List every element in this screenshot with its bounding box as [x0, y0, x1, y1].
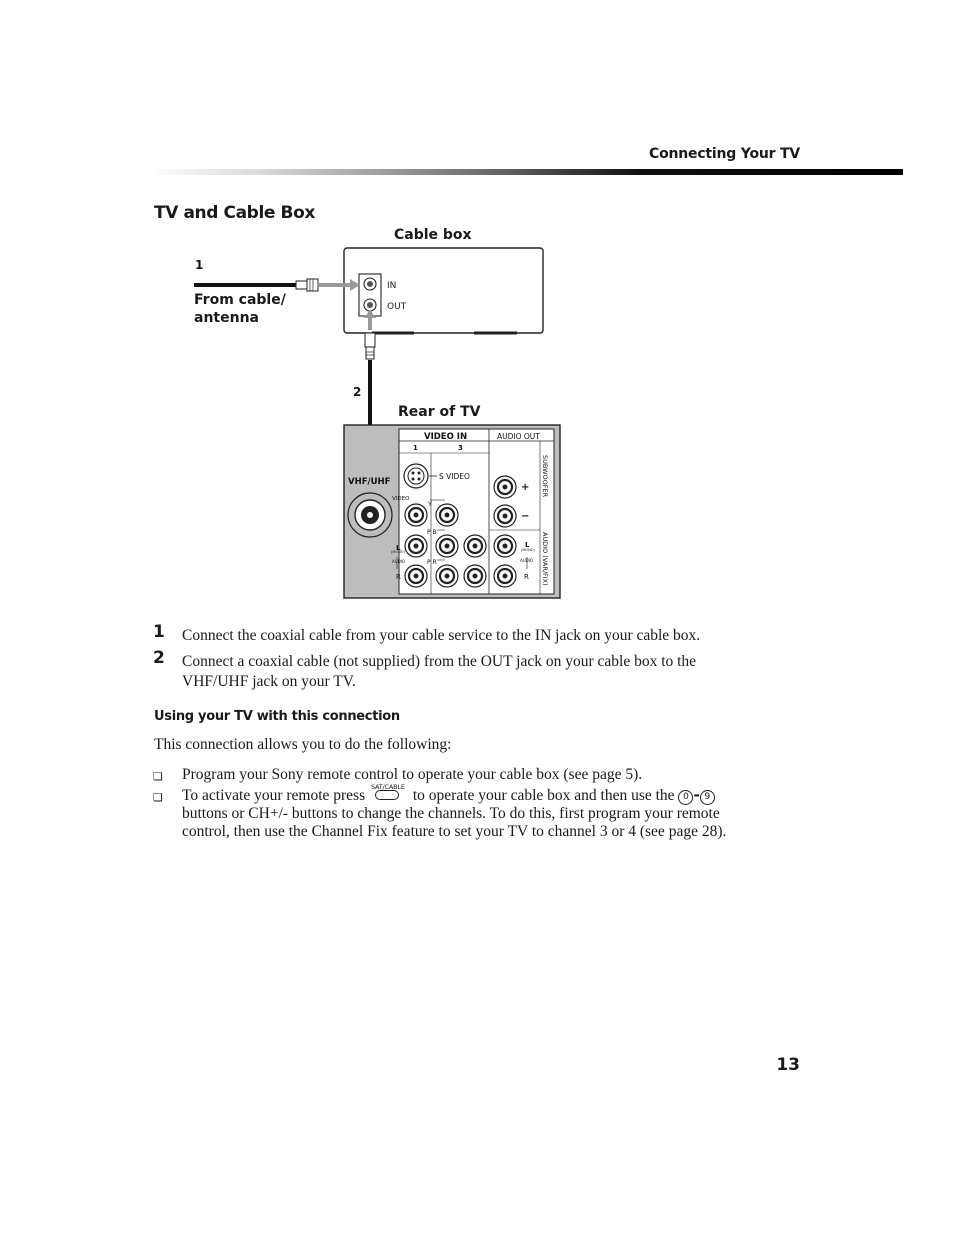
rca-jack — [464, 535, 486, 557]
video-in-label: VIDEO IN — [424, 432, 468, 442]
l-label: L — [396, 544, 401, 552]
in-jack-label: IN — [387, 281, 397, 291]
audio-out-label: AUDIO OUT — [497, 432, 540, 441]
rca-jack — [405, 504, 427, 526]
rca-jack — [405, 565, 427, 587]
video-label: VIDEO — [392, 496, 410, 502]
audio-var-fix-label: AUDIO (VAR/FIX) — [541, 532, 549, 586]
vhf-uhf-jack — [348, 493, 392, 537]
diagram-step2-marker: 2 — [353, 385, 362, 399]
r-label: R — [396, 573, 401, 581]
subheading: Using your TV with this connection — [154, 709, 400, 724]
oval-button-shape — [375, 790, 399, 800]
bullet-text-part: To activate your remote press — [182, 787, 366, 804]
out-jack-label: OUT — [387, 302, 407, 312]
rca-jack — [405, 535, 427, 557]
rca-jack — [436, 565, 458, 587]
rca-jack — [436, 504, 458, 526]
minus-label: − — [521, 511, 530, 522]
s-video-label: S VIDEO — [439, 472, 470, 481]
vhf-uhf-label: VHF/UHF — [348, 477, 391, 487]
step-number: 2 — [153, 648, 165, 668]
antenna-cable — [194, 279, 360, 291]
bullet-text: Program your Sony remote control to operate your cable box (see page 5). — [182, 766, 643, 783]
intro-text: This connection allows you to do the following: — [154, 736, 452, 753]
bullet-text-line: buttons or CH+/- buttons to change the channels. To do this, first program your remote — [182, 805, 720, 822]
rca-jack — [494, 476, 516, 498]
out-jack — [364, 299, 376, 311]
s-video-jack — [404, 464, 428, 488]
cable-box — [344, 248, 543, 333]
plus-label: + — [521, 482, 530, 493]
bullet-marker: ❏ — [153, 770, 163, 783]
step-text-line: Connect a coaxial cable (not supplied) from the OUT jack on your cable box to the — [182, 653, 697, 670]
step-text: Connect the coaxial cable from your cable service to the IN jack on your cable box. — [182, 627, 701, 644]
input-1-label: 1 — [413, 444, 418, 452]
section-title: TV and Cable Box — [154, 203, 315, 223]
key-0-icon: 0 — [678, 790, 693, 805]
bullet-text — [182, 783, 802, 840]
step-number: 1 — [153, 622, 165, 642]
source-label-line2: antenna — [194, 310, 259, 326]
page-number: 13 — [776, 1055, 800, 1075]
rca-jack — [464, 565, 486, 587]
bullet-marker: ❏ — [153, 791, 163, 804]
input-3-label: 3 — [458, 444, 463, 452]
pr-label: P R — [427, 559, 437, 566]
cable-box-label: Cable box — [394, 227, 472, 243]
r-label-out: R — [524, 573, 529, 581]
in-jack — [364, 278, 376, 290]
rca-jack — [494, 565, 516, 587]
source-label-line1: From cable/ — [194, 292, 286, 308]
step-text-line: VHF/UHF jack on your TV. — [182, 673, 356, 690]
sat-cable-button-icon — [369, 783, 409, 802]
l-label-out: L — [525, 541, 530, 549]
bullet-text-line: control, then use the Channel Fix feature to set your TV to channel 3 or 4 (see page 28). — [182, 822, 727, 840]
key-9-icon: 9 — [700, 790, 715, 805]
key-range-separator: - — [693, 786, 700, 804]
y-label: Y — [428, 500, 432, 508]
mono-label-out: (MONO) — [521, 548, 535, 552]
running-header: Connecting Your TV — [649, 146, 800, 162]
audio-label: AUDIO — [392, 559, 406, 564]
bullet-text-part: to operate your cable box and then use the — [412, 787, 675, 804]
rca-jack — [436, 535, 458, 557]
mono-label: (MONO) — [391, 550, 405, 554]
pb-label: P B — [427, 529, 437, 536]
rca-jack — [494, 505, 516, 527]
audio-label-out: AUDIO — [520, 558, 534, 563]
rca-jack — [494, 535, 516, 557]
subwoofer-label: SUBWOOFER — [541, 455, 549, 498]
rear-of-tv-label: Rear of TV — [398, 404, 481, 420]
sat-cable-button-label: SAT/CABLE — [371, 783, 405, 791]
tv-rear-panel — [344, 425, 560, 598]
diagram-step1-marker: 1 — [195, 258, 204, 272]
step-text — [182, 652, 802, 692]
